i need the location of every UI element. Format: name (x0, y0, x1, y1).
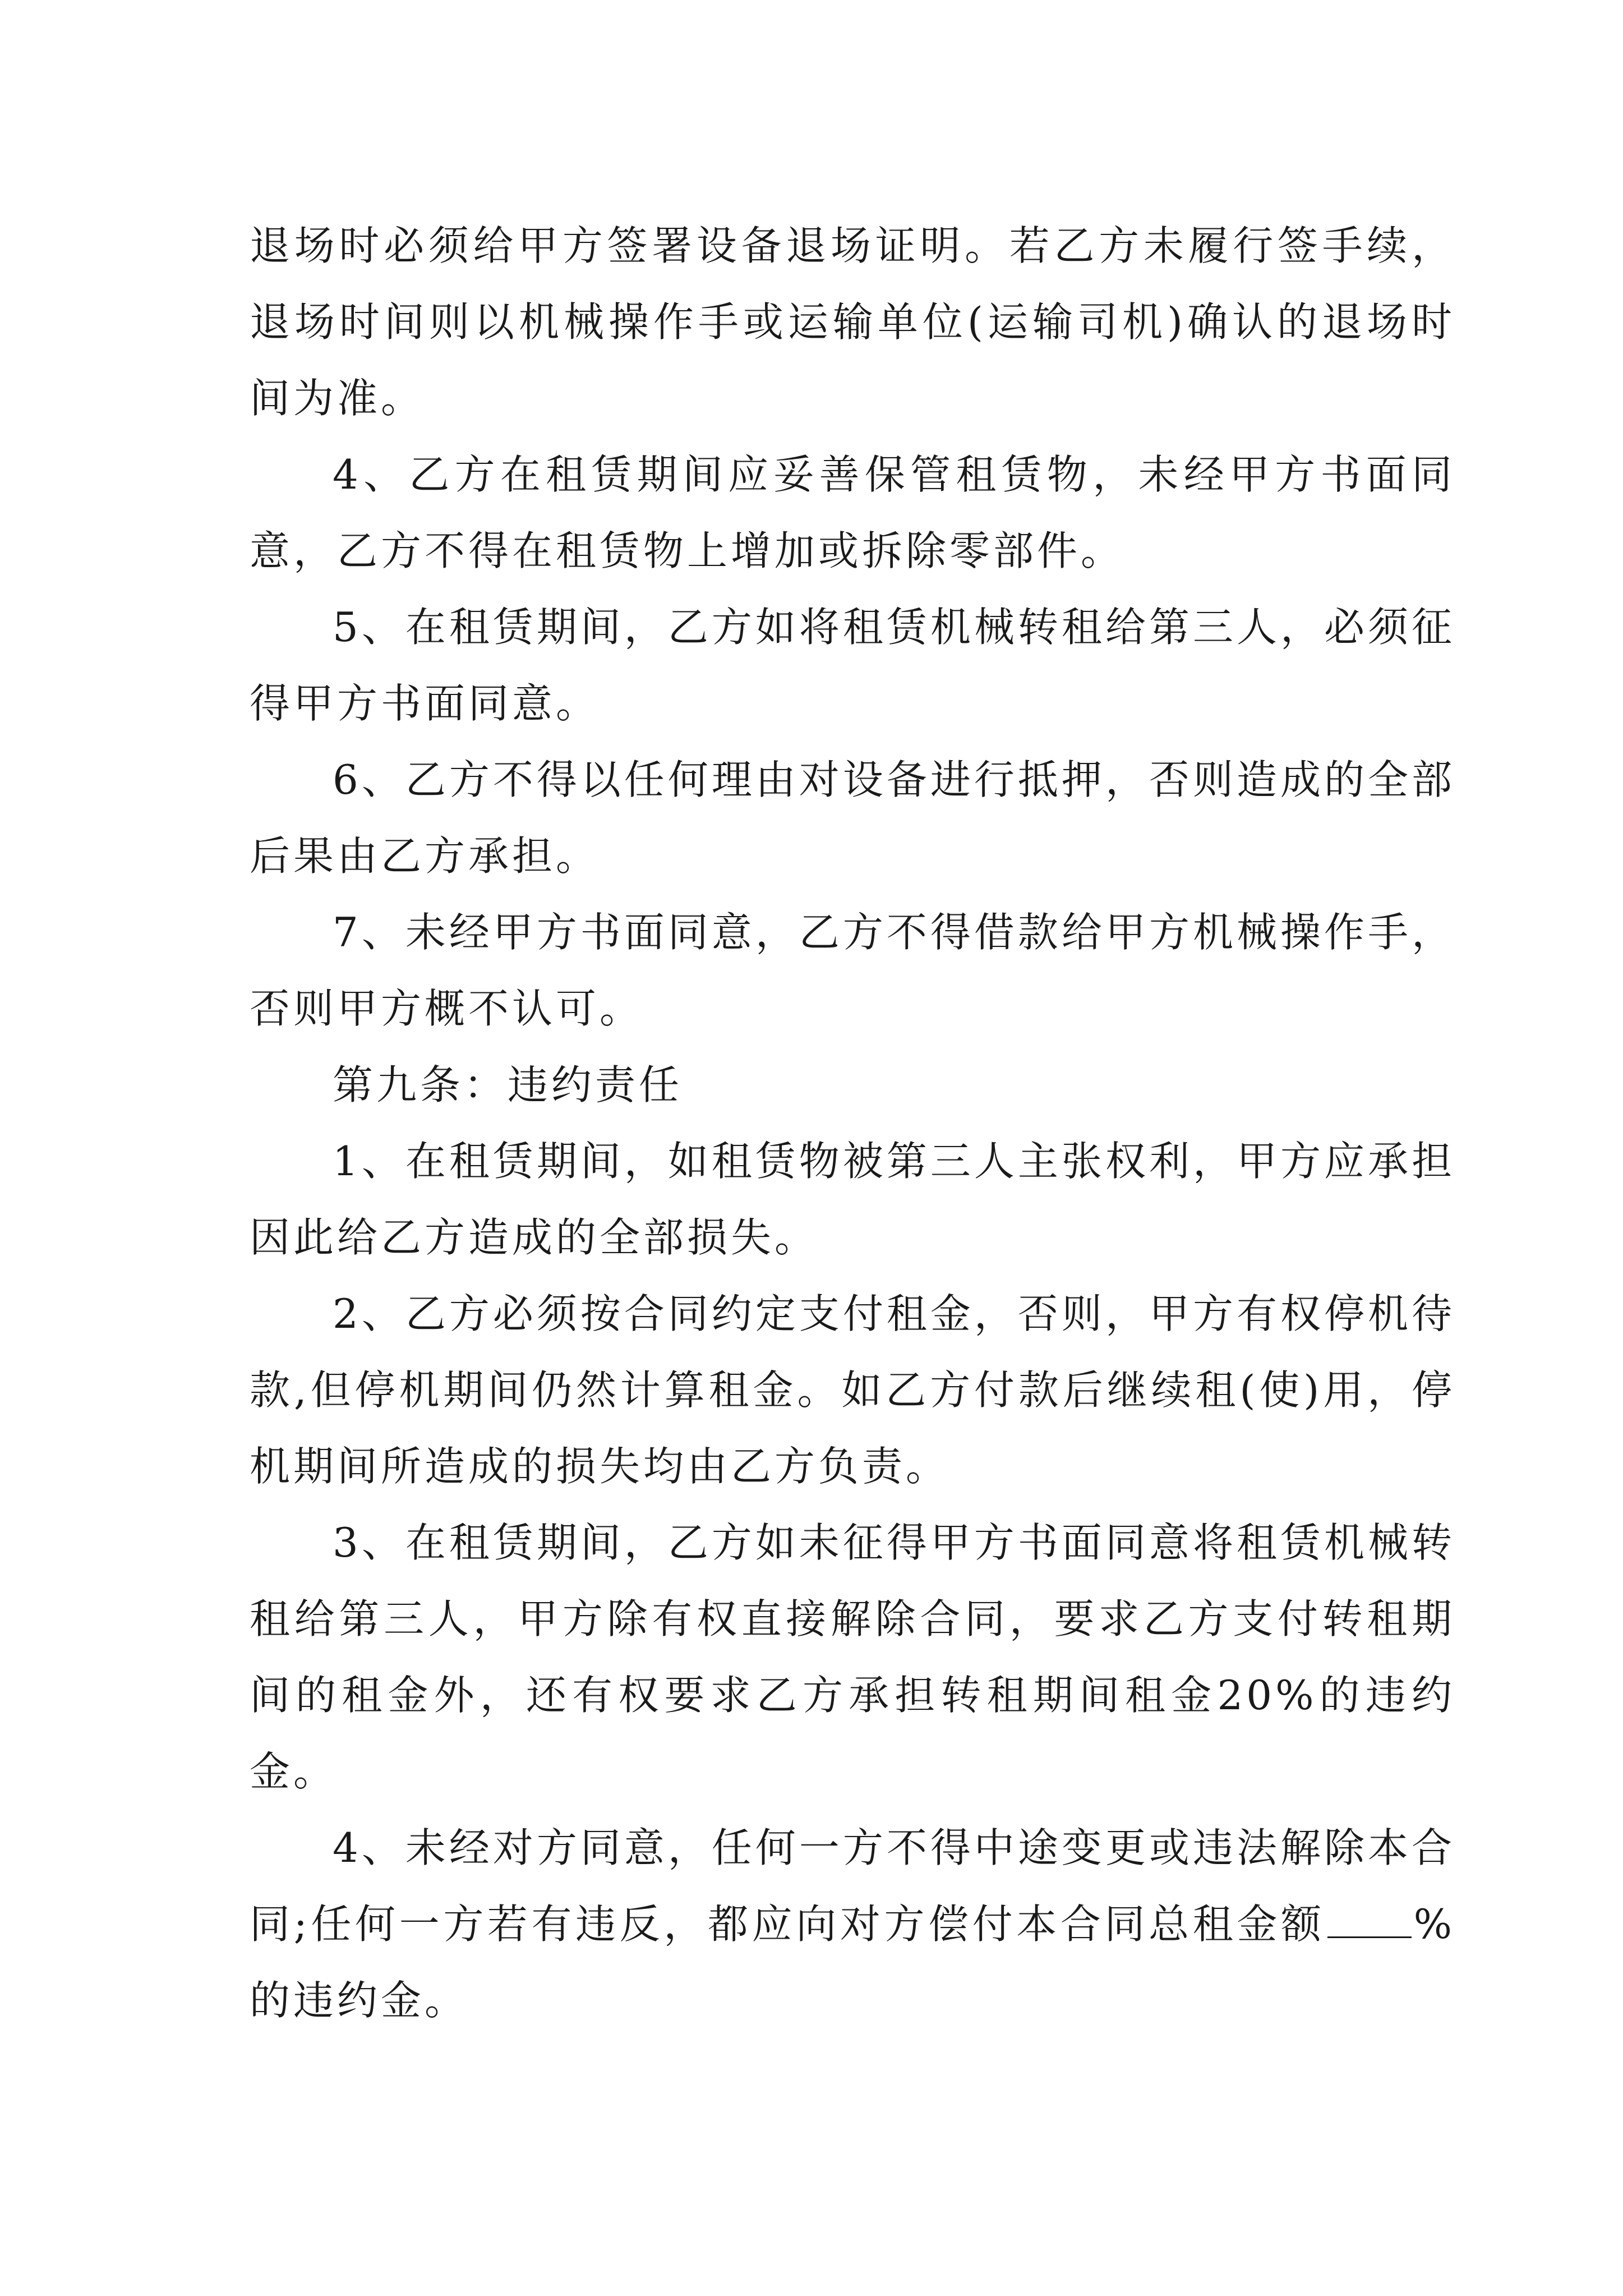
section-heading-article-9: 第九条：违约责任 (333, 1061, 683, 1108)
paragraph-clause-8-5: 5、在租赁期间，乙方如将租赁机械转租给第三人，必须征得甲方书面同意。 (250, 604, 1455, 727)
paragraph-clause-9-2: 2、乙方必须按合同约定支付租金，否则，甲方有权停机待款,但停机期间仍然计算租金。如乙方付款后继续租(使)用，停机期间所造成的损失均由乙方负责。 (250, 1290, 1455, 1490)
paragraph-clause-8-4: 4、乙方在租赁期间应妥善保管租赁物，未经甲方书面同意，乙方不得在租赁物上增加或拆除零部件。 (250, 451, 1455, 574)
document-body (250, 208, 1455, 2039)
paragraph-clause-9-1: 1、在租赁期间，如租赁物被第三人主张权利，甲方应承担因此给乙方造成的全部损失。 (250, 1138, 1455, 1261)
fill-in-blank (1327, 1896, 1412, 1938)
paragraph-exit-confirmation: 退场时必须给甲方签署设备退场证明。若乙方未履行签手续，退场时间则以机械操作手或运输单位(运输司机)确认的退场时间为准。 (250, 222, 1455, 422)
clause-9-4-suffix: %的违约金。 (250, 1901, 1455, 2024)
clause-9-4-text: 4、未经对方同意，任何一方不得中途变更或违法解除本合同;任何一方若有违反，都应向对方偿付本合同总租金额 (250, 1824, 1455, 1948)
paragraph-clause-9-4 (250, 1810, 1455, 2039)
paragraph-clause-9-3: 3、在租赁期间，乙方如未征得甲方书面同意将租赁机械转租给第三人，甲方除有权直接解除合同，要求乙方支付转租期间的租金外，还有权要求乙方承担转租期间租金20%的违约金。 (250, 1519, 1455, 1795)
paragraph-clause-8-6: 6、乙方不得以任何理由对设备进行抵押，否则造成的全部后果由乙方承担。 (250, 756, 1455, 880)
paragraph-clause-8-7: 7、未经甲方书面同意，乙方不得借款给甲方机械操作手，否则甲方概不认可。 (250, 909, 1455, 1032)
